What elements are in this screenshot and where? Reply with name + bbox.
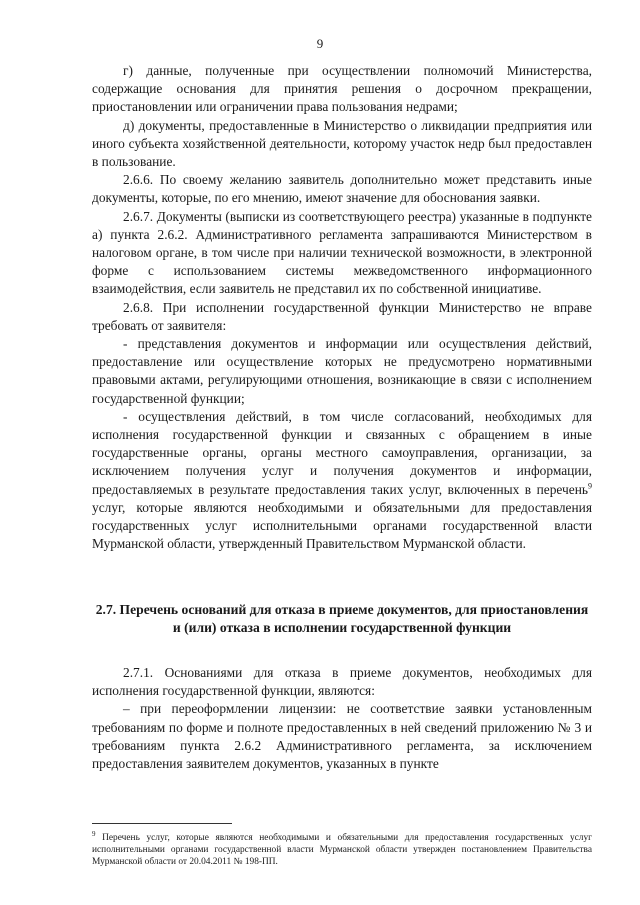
- page-number: 9: [316, 36, 324, 51]
- footnote-mark: 9: [92, 830, 96, 838]
- paragraph: 2.6.7. Документы (выписки из соответствующего реестра) указанные в подпункте а) пункта 2.6.2. Административного регламента запрашиваются Министерством в налоговом органе, в том числе при наличии технической возможности, в электронной форме с использованием системы межведомственного информационного взаимодействия, если заявитель не представил их по собственной инициативе.: [92, 208, 592, 297]
- paragraph-with-footnote-ref: [92, 408, 592, 554]
- paragraph: - представления документов и информации или осуществления действий, предоставление или осуществление которых не предусмотрено нормативными правовыми актами, регулирующими отношения, возникающие в связи с исполнением государственной функции;: [92, 336, 592, 406]
- paragraph-part: услуг, которые являются необходимыми и обязательными для предоставления государственных услуг исполнительными органами государственной власти Мурманской области, утвержденный Правительством Мурманской области.: [92, 499, 592, 552]
- paragraph: д) документы, предоставленные в Министерство о ликвидации предприятия или иного субъекта хозяйственной деятельности, которому участок недр был предоставлен в пользование.: [92, 117, 592, 170]
- paragraph-part: - осуществления действий, в том числе согласований, необходимых для исполнения государственной функции и связанных с обращением в иные государственные органы, органы местного самоуправления, организации, за исключением получения услуг и получения документов и информации, предоставляемых в результате предоставления таких услуг, включенных в перечень: [92, 408, 592, 497]
- footnote-divider: [92, 823, 232, 824]
- section-heading: 2.7. Перечень оснований для отказа в приеме документов, для приостановления и (или) отказа в исполнении государственной функции: [95, 602, 589, 636]
- body-text-continued: [92, 664, 592, 773]
- paragraph: – при переоформлении лицензии: не соответствие заявки установленным требованиям по форме и полноте предоставленных в ней сведений приложению № 3 и требованиям пункта 2.6.2 Административного регламента, за исключением предоставления заявителем документов, указанных в пункте: [92, 701, 592, 772]
- paragraph: г) данные, полученные при осуществлении полномочий Министерства, содержащие основания для принятия решения о досрочном прекращении, приостановлении или ограничении права пользования недрами;: [92, 63, 592, 115]
- paragraph: 2.6.6. По своему желанию заявитель дополнительно может представить иные документы, которые, по его мнению, имеют значение для обоснования заявки.: [92, 172, 592, 206]
- paragraph: 2.6.8. При исполнении государственной функции Министерство не вправе требовать от заявителя:: [92, 299, 592, 333]
- footnote-text: Перечень услуг, которые являются необходимыми и обязательными для предоставления государственных услуг исполнительными органами государственной власти Мурманской области утвержден постановлением Правительства Мурманской области от 20.04.2011 № 198-ПП.: [92, 833, 592, 868]
- footnote-reference: 9: [588, 481, 592, 491]
- body-text: [92, 62, 592, 553]
- paragraph: 2.7.1. Основаниями для отказа в приеме документов, необходимых для исполнения государственной функции, являются:: [92, 665, 592, 699]
- footnote: [92, 828, 592, 868]
